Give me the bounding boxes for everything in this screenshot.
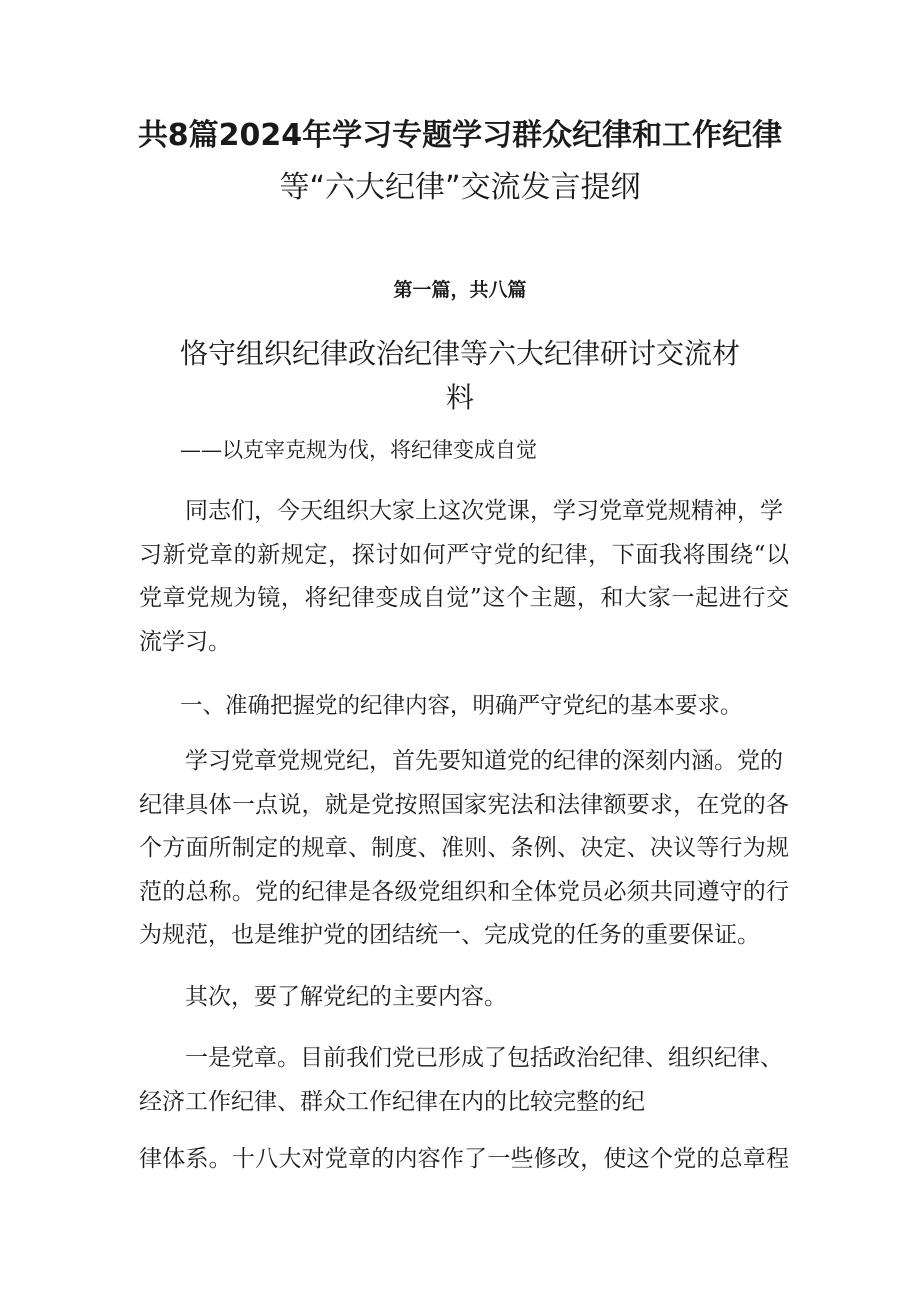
paragraph-line: 同志们，今天组织大家上这次党课，学习党章党规精神，学 — [185, 498, 783, 524]
paragraph-5 — [139, 1138, 789, 1182]
paragraph-line: 经济工作纪律、群众工作纪律在内的比较完整的纪 — [139, 1088, 645, 1115]
paragraph-2 — [139, 740, 789, 958]
paragraph-line: 流学习。 — [139, 628, 231, 655]
paragraph-4 — [139, 1037, 789, 1124]
paragraph-line: 律体系。十八大对党章的内容作了一些修改，使这个党的总章程 — [139, 1146, 789, 1172]
paragraph-3 — [139, 976, 789, 1020]
article-title-line-1: 恪守组织纪律政治纪律等六大纪律研讨交流材 — [179, 337, 740, 370]
paragraph-line: 范的总称。党的纪律是各级党组织和全体党员必须共同遵守的行 — [139, 878, 789, 905]
paragraph-line: 纪律具体一点说，就是党按照国家宪法和法律额要求，在党的各 — [139, 791, 789, 818]
paragraph-line: 党章党规为镜，将纪律变成自觉”这个主题，和大家一起进行交 — [139, 585, 789, 611]
paragraph-line: 习新党章的新规定，探讨如何严守党的纪律，下面我将围绕“以 — [139, 541, 789, 568]
paragraph-line: 学习党章党规党纪，首先要知道党的纪律的深刻内涵。党的 — [185, 748, 783, 774]
section-heading-1: 一、准确把握党的纪律内容，明确严守党纪的基本要求。 — [180, 693, 743, 719]
document-title-line-1: 共8篇2024年学习专题学习群众纪律和工作纪律 — [137, 118, 783, 153]
paragraph-1 — [139, 490, 789, 664]
document-title-line-2: 等“六大纪律”交流发言提纲 — [279, 170, 641, 205]
paragraph-line: 其次，要了解党纪的主要内容。 — [185, 984, 507, 1010]
article-title-line-2: 料 — [445, 381, 474, 414]
series-label: 第一篇，共八篇 — [393, 279, 527, 301]
paragraph-line: 为规范，也是维护党的团结统一、完成党的任务的重要保证。 — [139, 922, 760, 948]
paragraph-line: 个方面所制定的规章、制度、准则、条例、决定、决议等行为规 — [139, 835, 789, 861]
paragraph-line: 一是党章。目前我们党已形成了包括政治纪律、组织纪律、 — [185, 1045, 783, 1071]
article-motto: ——以克宰克规为伐，将纪律变成自觉 — [180, 438, 537, 462]
